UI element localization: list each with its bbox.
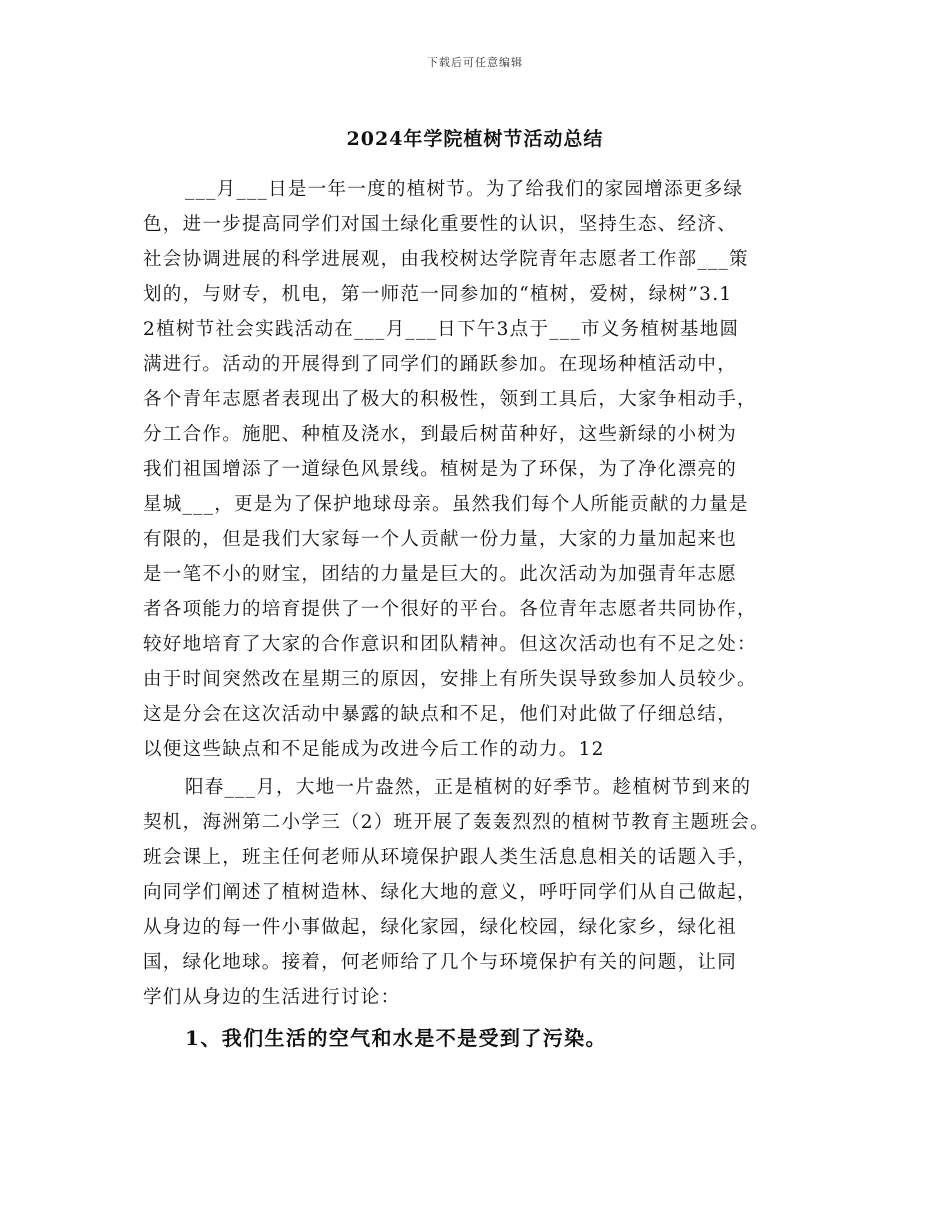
text-line: 我们祖国增添了一道绿色风景线。植树是为了环保，为了净化漂亮的	[143, 459, 738, 480]
text-line: 较好地培育了大家的合作意识和团队精神。但这次活动也有不足之处：	[143, 634, 757, 655]
paragraph-2	[143, 770, 813, 1015]
text-line: 以便这些缺点和不足能成为改进今后工作的动力。12	[143, 739, 605, 760]
text-line: 阳春___月，大地一片盎然，正是植树的好季节。趁植树节到来的	[185, 777, 752, 798]
text-line: 向同学们阐述了植树造林、绿化大地的意义，呼吁同学们从自己做起，	[143, 882, 757, 903]
text-line: 从身边的每一件小事做起，绿化家园，绿化校园，绿化家乡，绿化祖	[143, 917, 738, 938]
text-line: 者各项能力的培育提供了一个很好的平台。各位青年志愿者共同协作，	[143, 599, 757, 620]
text-line: 星城___，更是为了保护地球母亲。虽然我们每个人所能贡献的力量是	[143, 494, 749, 515]
text-line: 这是分会在这次活动中暴露的缺点和不足，他们对此做了仔细总结，	[143, 704, 738, 725]
text-line: 各个青年志愿者表现出了极大的积极性，领到工具后，大家争相动手，	[143, 389, 757, 410]
text-line: 色，进一步提高同学们对国土绿化重要性的认识，坚持生态、经济、	[143, 214, 738, 235]
text-line: 由于时间突然改在星期三的原因，安排上有所失误导致参加人员较少。	[143, 669, 757, 690]
text-line: 国，绿化地球。接着，何老师给了几个与环境保护有关的问题，让同	[143, 952, 738, 973]
text-line: 2植树节社会实践活动在___月___日下午3点于___市义务植树基地圆	[143, 319, 740, 340]
text-line: 社会协调进展的科学进展观，由我校树达学院青年志愿者工作部___策	[143, 249, 749, 270]
text-line: 有限的，但是我们大家每一个人贡献一份力量，大家的力量加起来也	[143, 529, 738, 550]
document-title: 2024年学院植树节活动总结	[346, 128, 604, 150]
text-line: 划的，与财专，机电，第一师范一同参加的“植树，爱树，绿树”3.1	[143, 284, 733, 305]
text-line: 契机，海洲第二小学三（2）班开展了轰轰烈烈的植树节教育主题班会。	[143, 812, 770, 833]
text-line: 班会课上，班主任何老师从环境保护跟人类生活息息相关的话题入手，	[143, 847, 757, 868]
document-body	[143, 172, 813, 1058]
text-line: 是一笔不小的财宝，团结的力量是巨大的。此次活动为加强青年志愿	[143, 564, 738, 585]
text-line: 满进行。活动的开展得到了同学们的踊跃参加。在现场种植活动中，	[143, 354, 738, 375]
page-header-note: 下载后可任意编辑	[427, 56, 523, 69]
text-line: ___月___日是一年一度的植树节。为了给我们的家园增添更多绿	[185, 179, 744, 200]
discussion-question-1: 1、我们生活的空气和水是不是受到了污染。	[185, 1026, 607, 1050]
text-line: 分工合作。施肥、种植及浇水，到最后树苗种好，这些新绿的小树为	[143, 424, 738, 445]
text-line: 学们从身边的生活进行讨论：	[143, 987, 401, 1008]
paragraph-1	[143, 172, 813, 767]
